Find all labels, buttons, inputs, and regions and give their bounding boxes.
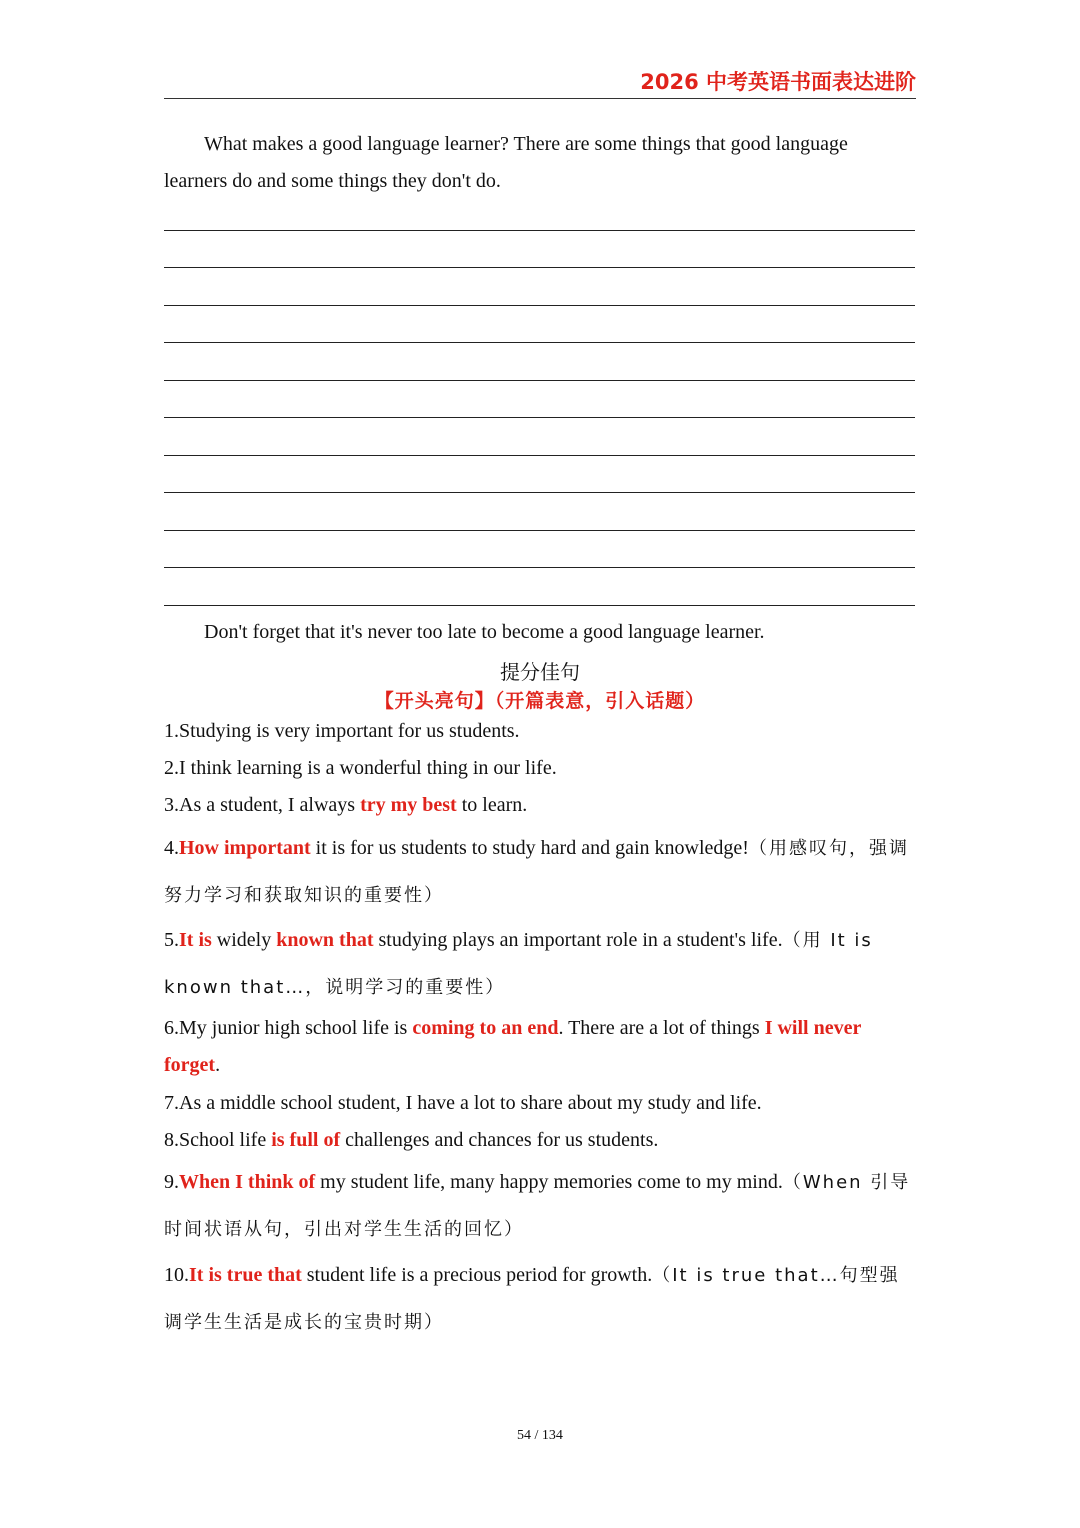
section-title: 提分佳句 bbox=[500, 660, 580, 684]
writing-line bbox=[164, 267, 915, 268]
header-rule bbox=[164, 98, 916, 99]
writing-line bbox=[164, 605, 915, 606]
page-number: 54 / 134 bbox=[517, 1428, 563, 1443]
sentence-7: 7.As a middle school student, I have a lot to share about my study and life. bbox=[164, 1092, 762, 1114]
writing-line bbox=[164, 380, 915, 381]
prompt-intro: What makes a good language learner? There are some things that good language learners do and some things they don't do. bbox=[164, 133, 848, 192]
writing-line bbox=[164, 230, 915, 231]
section-subtitle: 【开头亮句】（开篇表意，引入话题） bbox=[374, 690, 706, 712]
sentence-3: 3.As a student, I always try my best to learn. bbox=[164, 794, 528, 816]
header-title: 2026 中考英语书面表达进阶 bbox=[640, 70, 916, 94]
sentence-5: 5.It is widely known that studying plays an important role in a student's life.（用 It is known that…，说明学习的重要性） bbox=[164, 929, 873, 998]
writing-line bbox=[164, 305, 915, 306]
sentence-1: 1.Studying is very important for us students. bbox=[164, 720, 520, 742]
sentence-6: 6.My junior high school life is coming to an end. There are a lot of things I will never forget. bbox=[164, 1017, 861, 1076]
writing-line bbox=[164, 342, 915, 343]
sentence-10: 10.It is true that student life is a precious period for growth.（It is true that…句型强调学生生活是成长的宝贵时期） bbox=[164, 1264, 900, 1333]
sentence-2: 2.I think learning is a wonderful thing in our life. bbox=[164, 757, 557, 779]
writing-line bbox=[164, 530, 915, 531]
sentence-4: 4.How important it is for us students to study hard and gain knowledge!（用感叹句，强调努力学习和获取知识的重要性） bbox=[164, 837, 909, 906]
sentence-9: 9.When I think of my student life, many happy memories come to my mind.（When 引导时间状语从句，引出对学生生活的回忆） bbox=[164, 1171, 911, 1240]
sentence-8: 8.School life is full of challenges and chances for us students. bbox=[164, 1129, 659, 1151]
writing-line bbox=[164, 567, 915, 568]
writing-line bbox=[164, 492, 915, 493]
writing-line bbox=[164, 417, 915, 418]
prompt-closing: Don't forget that it's never too late to become a good language learner. bbox=[204, 621, 765, 643]
writing-line bbox=[164, 455, 915, 456]
